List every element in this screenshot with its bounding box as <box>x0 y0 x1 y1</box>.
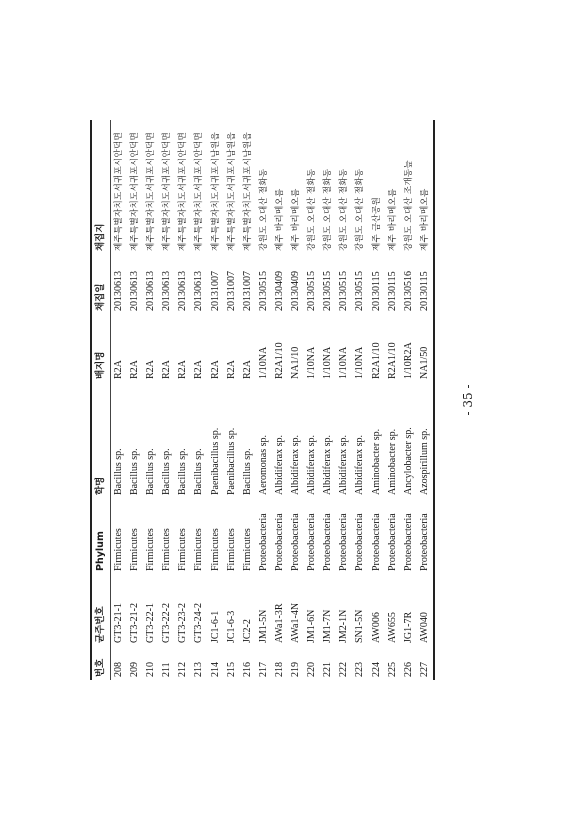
cell-col-date: 20130516 <box>402 271 414 311</box>
cell-col-phylum: Proteobacteria <box>306 513 318 571</box>
cell-col-species: Bacillus sp. <box>193 448 205 495</box>
header-col-number: 번호 <box>95 658 106 677</box>
header-col-strain-id: 균주번호 <box>95 606 106 643</box>
cell-col-date: 20131007 <box>209 271 221 311</box>
header-col-species: 학명 <box>95 476 106 495</box>
cell-col-location: 제주특별자치도서귀포시남원읍 <box>226 131 237 251</box>
cell-col-strain-id: SN1-5N <box>354 609 366 643</box>
cell-col-date: 20131007 <box>241 271 253 311</box>
cell-col-phylum: Proteobacteria <box>370 513 382 571</box>
cell-col-date: 20130613 <box>161 271 173 311</box>
cell-col-species: Paenibacillus sp. <box>225 427 237 495</box>
table-row <box>336 120 352 680</box>
cell-col-strain-id: GT3-21-2 <box>129 603 141 643</box>
cell-col-location: 제주 바리메오름 <box>387 188 398 251</box>
cell-col-phylum: Firmicutes <box>193 528 205 571</box>
cell-col-species: Bacillus sp. <box>145 448 157 495</box>
cell-col-date: 20130613 <box>113 271 124 311</box>
table-row <box>175 120 191 680</box>
cell-col-strain-id: AW655 <box>386 612 398 643</box>
page-number: - 35 - <box>461 384 475 416</box>
cell-col-number: 218 <box>273 662 285 677</box>
table-body <box>111 120 434 680</box>
cell-col-date: 20130613 <box>145 271 157 311</box>
table-row <box>417 120 434 680</box>
cell-col-species: Azospirillum sp. <box>418 428 430 495</box>
cell-col-phylum: Firmicutes <box>145 528 157 571</box>
cell-col-strain-id: JG1-7R <box>402 611 414 643</box>
cell-col-location: 제주특별자치도서귀포시안덕면 <box>130 131 141 251</box>
cell-col-medium: 1/10NA <box>354 346 366 379</box>
cell-col-phylum: Firmicutes <box>177 528 189 571</box>
cell-col-number: 210 <box>145 662 157 677</box>
cell-col-medium: R2A <box>193 360 205 379</box>
table-row <box>143 120 159 680</box>
cell-col-number: 217 <box>257 662 269 677</box>
cell-col-phylum: Proteobacteria <box>273 513 285 571</box>
cell-col-number: 223 <box>354 662 366 677</box>
header-col-location: 채집지 <box>95 223 106 251</box>
cell-col-medium: R2A <box>177 360 189 379</box>
cell-col-phylum: Proteobacteria <box>290 513 302 571</box>
cell-col-location: 제주 바리메오름 <box>419 188 430 251</box>
cell-col-medium: R2A <box>113 360 124 379</box>
header-col-phylum: Phylum <box>95 531 106 571</box>
cell-col-species: Aminobacter sp. <box>386 428 398 495</box>
cell-col-medium: 1/10NA <box>338 346 350 379</box>
cell-col-species: Bacillus sp. <box>129 448 141 495</box>
table-row <box>288 120 304 680</box>
cell-col-strain-id: JM1-6N <box>306 609 318 643</box>
cell-col-date: 20130409 <box>290 271 302 311</box>
table-row <box>191 120 207 680</box>
cell-col-medium: 1/10NA <box>257 346 269 379</box>
cell-col-date: 20130515 <box>322 271 334 311</box>
cell-col-phylum: Proteobacteria <box>354 513 366 571</box>
cell-col-phylum: Proteobacteria <box>322 513 334 571</box>
table-row <box>159 120 175 680</box>
rotated-table-container <box>90 120 440 680</box>
cell-col-number: 225 <box>386 662 398 677</box>
cell-col-species: Albidiferax sp. <box>290 435 302 495</box>
cell-col-strain-id: JM1-7N <box>322 609 334 643</box>
cell-col-strain-id: AWa1-3R <box>273 603 285 643</box>
cell-col-location: 제주 금산공원 <box>371 197 382 251</box>
cell-col-location: 제주특별자치도서귀포시남원읍 <box>242 131 253 251</box>
table-row <box>352 120 368 680</box>
cell-col-species: Aminobacter sp. <box>370 428 382 495</box>
cell-col-location: 제주특별자치도서귀포시안덕면 <box>162 131 173 251</box>
table-row <box>240 120 256 680</box>
cell-col-number: 222 <box>338 662 350 677</box>
cell-col-strain-id: JC2-2 <box>241 619 253 643</box>
cell-col-location: 강원도 오대산 절화동 <box>307 168 318 251</box>
cell-col-strain-id: AW040 <box>418 612 430 643</box>
cell-col-date: 20130613 <box>129 271 141 311</box>
cell-col-phylum: Firmicutes <box>209 528 221 571</box>
cell-col-species: Albidiferax sp. <box>322 435 334 495</box>
cell-col-medium: R2A1/10 <box>273 342 285 379</box>
cell-col-date: 20131007 <box>225 271 237 311</box>
cell-col-date: 20130515 <box>338 271 350 311</box>
cell-col-number: 226 <box>402 662 414 677</box>
cell-col-location: 제주특별자치도서귀포시안덕면 <box>146 131 157 251</box>
table-row <box>127 120 143 680</box>
cell-col-number: 214 <box>209 662 221 677</box>
cell-col-phylum: Firmicutes <box>161 528 173 571</box>
table-row <box>224 120 240 680</box>
cell-col-strain-id: AW006 <box>370 612 382 643</box>
cell-col-strain-id: GT3-21-1 <box>113 603 124 643</box>
cell-col-strain-id: GT3-22-2 <box>161 603 173 643</box>
cell-col-phylum: Firmicutes <box>241 528 253 571</box>
cell-col-phylum: Proteobacteria <box>338 513 350 571</box>
cell-col-strain-id: GT3-24-2 <box>193 603 205 643</box>
cell-col-number: 209 <box>129 662 141 677</box>
cell-col-species: Albidiferax sp. <box>338 435 350 495</box>
cell-col-species: Bacillus sp. <box>161 448 173 495</box>
cell-col-species: Bacillus sp. <box>241 448 253 495</box>
cell-col-phylum: Proteobacteria <box>402 513 414 571</box>
table-row <box>369 120 385 680</box>
table-row <box>385 120 401 680</box>
cell-col-location: 강원도 오대산 절화동 <box>258 168 269 251</box>
cell-col-medium: 1/10NA <box>306 346 318 379</box>
cell-col-date: 20130515 <box>306 271 318 311</box>
table-row <box>208 120 224 680</box>
cell-col-date: 20130613 <box>193 271 205 311</box>
cell-col-date: 20130115 <box>418 271 430 311</box>
table-row <box>256 120 272 680</box>
cell-col-strain-id: JC1-6-3 <box>225 610 237 643</box>
cell-col-species: Albidiferax sp. <box>354 435 366 495</box>
cell-col-medium: R2A <box>209 360 221 379</box>
cell-col-location: 제주 바리메오름 <box>274 188 285 251</box>
cell-col-species: Ancylobacter sp. <box>402 427 414 495</box>
cell-col-date: 20130515 <box>354 271 366 311</box>
strain-table <box>90 120 435 680</box>
table-row <box>320 120 336 680</box>
table-row <box>304 120 320 680</box>
cell-col-number: 208 <box>113 662 124 677</box>
cell-col-phylum: Firmicutes <box>129 528 141 571</box>
cell-col-species: Aeromonas sp. <box>257 435 269 495</box>
cell-col-location: 강원도 오대산 조개동늪 <box>403 160 414 251</box>
cell-col-location: 강원도 오대산 절화동 <box>355 168 366 251</box>
cell-col-location: 제주특별자치도서귀포시안덕면 <box>194 131 205 251</box>
cell-col-number: 221 <box>322 662 334 677</box>
table-header-row <box>91 120 111 680</box>
cell-col-date: 20130515 <box>257 271 269 311</box>
cell-col-strain-id: GT3-23-2 <box>177 603 189 643</box>
cell-col-location: 강원도 오대산 절화동 <box>323 168 334 251</box>
table-row <box>111 120 128 680</box>
header-col-date: 채집일 <box>95 283 106 311</box>
cell-col-number: 213 <box>193 662 205 677</box>
cell-col-location: 제주특별자치도서귀포시남원읍 <box>210 131 221 251</box>
cell-col-species: Albidiferax sp. <box>306 435 318 495</box>
cell-col-phylum: Firmicutes <box>113 528 124 571</box>
cell-col-phylum: Proteobacteria <box>386 513 398 571</box>
cell-col-medium: R2A <box>161 360 173 379</box>
cell-col-strain-id: JM1-5N <box>257 609 269 643</box>
cell-col-strain-id: JC1-6-1 <box>209 610 221 643</box>
cell-col-location: 제주특별자치도서귀포시안덕면 <box>178 131 189 251</box>
cell-col-number: 227 <box>418 662 430 677</box>
cell-col-species: Paenibacillus sp. <box>209 427 221 495</box>
cell-col-phylum: Proteobacteria <box>418 513 430 571</box>
cell-col-number: 212 <box>177 662 189 677</box>
cell-col-medium: R2A <box>225 360 237 379</box>
cell-col-strain-id: JM2-1N <box>338 609 350 643</box>
cell-col-location: 제주 바리메오름 <box>291 188 302 251</box>
cell-col-medium: NA1/50 <box>418 346 430 379</box>
cell-col-date: 20130613 <box>177 271 189 311</box>
table-row <box>401 120 417 680</box>
cell-col-number: 219 <box>290 662 302 677</box>
cell-col-medium: R2A1/10 <box>370 342 382 379</box>
cell-col-strain-id: GT3-22-1 <box>145 603 157 643</box>
cell-col-medium: R2A <box>241 360 253 379</box>
cell-col-medium: R2A1/10 <box>386 342 398 379</box>
cell-col-species: Albidiferax sp. <box>273 435 285 495</box>
cell-col-number: 220 <box>306 662 318 677</box>
cell-col-date: 20130409 <box>273 271 285 311</box>
cell-col-medium: 1/10R2A <box>402 342 414 379</box>
cell-col-date: 20130115 <box>386 271 398 311</box>
cell-col-medium: R2A <box>129 360 141 379</box>
cell-col-phylum: Firmicutes <box>225 528 237 571</box>
cell-col-location: 강원도 오대산 절화동 <box>339 168 350 251</box>
cell-col-location: 제주특별자치도서귀포시안덕면 <box>114 131 124 251</box>
cell-col-date: 20130115 <box>370 271 382 311</box>
table-row <box>272 120 288 680</box>
cell-col-strain-id: AWa1-4N <box>290 602 302 643</box>
cell-col-medium: 1/10NA <box>322 346 334 379</box>
cell-col-number: 215 <box>225 662 237 677</box>
header-col-medium: 배지명 <box>95 351 106 379</box>
cell-col-medium: R2A <box>145 360 157 379</box>
cell-col-phylum: Proteobacteria <box>257 513 269 571</box>
cell-col-species: Bacillus sp. <box>177 448 189 495</box>
cell-col-species: Bacillus sp. <box>113 448 124 495</box>
cell-col-number: 211 <box>161 662 173 677</box>
cell-col-medium: NA1/10 <box>290 346 302 379</box>
cell-col-number: 216 <box>241 662 253 677</box>
cell-col-number: 224 <box>370 662 382 677</box>
